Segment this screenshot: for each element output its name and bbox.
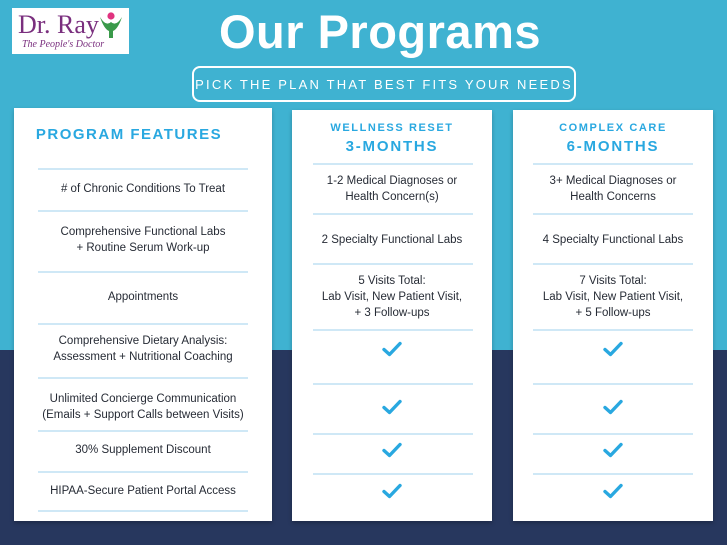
cell-line: Lab Visit, New Patient Visit,: [321, 291, 463, 303]
cell-line: + 5 Follow-ups: [575, 307, 651, 319]
cell-line: 30% Supplement Discount: [75, 444, 211, 456]
table-cell: [513, 173, 713, 205]
plan-name: COMPLEX CARE: [559, 122, 667, 134]
logo-tagline: The People's Doctor: [22, 39, 105, 50]
cell-line: 7 Visits Total:: [579, 275, 647, 287]
row-divider: [313, 263, 473, 265]
cell-line: Unlimited Concierge Communication: [49, 393, 237, 405]
cell-line: Lab Visit, New Patient Visit,: [542, 291, 684, 303]
cell-line: 4 Specialty Functional Labs: [542, 234, 684, 246]
checkmark-icon: [382, 399, 402, 415]
table-cell: [14, 181, 272, 197]
cell-line: 3+ Medical Diagnoses or: [549, 175, 677, 187]
row-divider: [38, 471, 248, 473]
row-divider: [38, 510, 248, 512]
table-cell: [292, 173, 492, 205]
table-cell: [292, 232, 492, 248]
plan-name: WELLNESS RESET: [330, 122, 454, 134]
checkmark-icon: [603, 483, 623, 499]
table-cell: [14, 289, 272, 305]
cell-line: 1-2 Medical Diagnoses or: [326, 175, 458, 187]
checkmark-icon: [603, 442, 623, 458]
cell-line: Comprehensive Dietary Analysis:: [58, 335, 228, 347]
row-divider: [313, 473, 473, 475]
checkmark-icon: [382, 341, 402, 357]
features-heading: PROGRAM FEATURES: [35, 126, 223, 143]
table-cell: [513, 273, 713, 321]
cell-line: Health Concerns: [570, 191, 656, 203]
logo-name: Dr. Ray: [18, 10, 99, 39]
checkmark-icon: [382, 442, 402, 458]
row-divider: [533, 329, 693, 331]
row-divider: [313, 213, 473, 215]
table-cell: [14, 333, 272, 365]
row-divider: [313, 163, 473, 165]
table-cell: [513, 232, 713, 248]
cell-line: Comprehensive Functional Labs: [60, 226, 226, 238]
plan-duration: 6-MONTHS: [566, 138, 660, 155]
plan-duration: 3-MONTHS: [345, 138, 439, 155]
cell-line: + 3 Follow-ups: [354, 307, 430, 319]
cell-line: Assessment + Nutritional Coaching: [53, 351, 233, 363]
row-divider: [313, 383, 473, 385]
row-divider: [38, 377, 248, 379]
table-cell: [14, 224, 272, 256]
row-divider: [38, 168, 248, 170]
row-divider: [38, 210, 248, 212]
cell-line: Health Concern(s): [345, 191, 439, 203]
row-divider: [533, 433, 693, 435]
row-divider: [313, 433, 473, 435]
row-divider: [533, 473, 693, 475]
cell-line: Appointments: [107, 291, 179, 303]
row-divider: [313, 329, 473, 331]
cell-line: 5 Visits Total:: [358, 275, 426, 287]
checkmark-icon: [382, 483, 402, 499]
checkmark-icon: [603, 399, 623, 415]
cell-line: + Routine Serum Work-up: [76, 242, 210, 254]
row-divider: [533, 263, 693, 265]
table-cell: [14, 483, 272, 499]
cell-line: # of Chronic Conditions To Treat: [60, 183, 226, 195]
checkmark-icon: [603, 341, 623, 357]
cell-line: 2 Specialty Functional Labs: [321, 234, 463, 246]
cell-line: HIPAA-Secure Patient Portal Access: [50, 485, 236, 497]
cell-line: (Emails + Support Calls between Visits): [42, 409, 244, 421]
page-subtitle: PICK THE PLAN THAT BEST FITS YOUR NEEDS: [192, 66, 576, 102]
page-title: Our Programs: [218, 5, 542, 58]
table-cell: [292, 273, 492, 321]
table-cell: [14, 391, 272, 423]
row-divider: [38, 430, 248, 432]
row-divider: [533, 163, 693, 165]
row-divider: [533, 383, 693, 385]
row-divider: [533, 213, 693, 215]
row-divider: [38, 271, 248, 273]
row-divider: [38, 323, 248, 325]
table-cell: [14, 442, 272, 458]
